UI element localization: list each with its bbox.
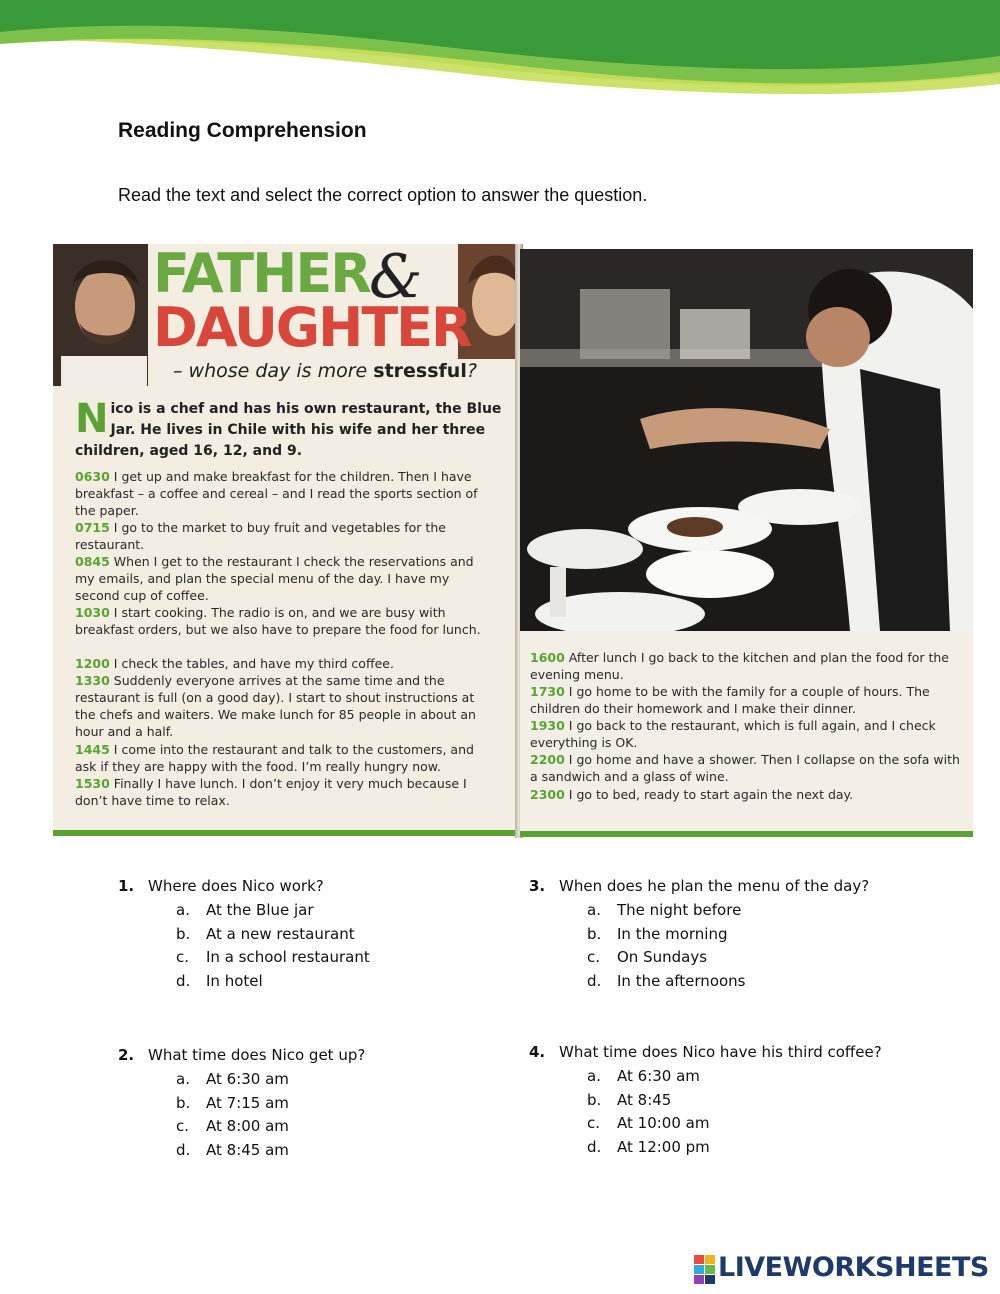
- instructions-text: Read the text and select the correct option to answer the question.: [118, 185, 648, 205]
- header-wave-banner: [0, 0, 1000, 100]
- liveworksheets-wordmark: LIVEWORKSHEETS: [718, 1252, 989, 1283]
- headline-father: FATHER: [153, 244, 370, 305]
- question-number: 4.: [529, 1043, 546, 1061]
- nico-portrait-image: [53, 244, 148, 386]
- option-letter: b.: [176, 925, 191, 943]
- schedule-entry: 1530 Finally I have lunch. I don’t enjoy it very much because I don’t have time to relax.: [75, 776, 467, 808]
- option-letter: c.: [587, 948, 601, 966]
- option-letter: b.: [587, 925, 602, 943]
- answer-option[interactable]: At 7:15 am: [206, 1094, 289, 1112]
- answer-option[interactable]: In a school restaurant: [206, 948, 370, 966]
- answer-option[interactable]: At 6:30 am: [206, 1070, 289, 1088]
- page-bottom-rule: [520, 831, 973, 837]
- schedule-entry: 1730 I go home to be with the family for a couple of hours. The children do their homework and I make their dinner.: [530, 684, 930, 716]
- schedule-entry: 1930 I go back to the restaurant, which is full again, and I check everything is OK.: [530, 718, 936, 750]
- answer-option[interactable]: In hotel: [206, 972, 263, 990]
- schedule-entry: 0630 I get up and make breakfast for the children. Then I have breakfast – a coffee and cereal – and I read the sports section of the paper.: [75, 469, 478, 518]
- option-letter: c.: [587, 1114, 601, 1132]
- article-intro: [75, 396, 505, 462]
- page-title: Reading Comprehension: [118, 119, 367, 142]
- question-text: What time does Nico get up?: [148, 1046, 366, 1064]
- question-number: 2.: [118, 1046, 135, 1064]
- schedule-entry: 1330 Suddenly everyone arrives at the same time and the restaurant is full (on a good day). I start to shout instructions at the chefs and waiters. We make lunch for 85 people in about an hour and a half.: [75, 673, 476, 739]
- question-text: When does he plan the menu of the day?: [559, 877, 870, 895]
- headline-subtitle: – whose day is more stressful?: [173, 360, 477, 382]
- page-bottom-rule: [53, 830, 518, 836]
- question-1: [118, 877, 498, 997]
- question-4: [529, 1043, 949, 1163]
- answer-option[interactable]: At the Blue jar: [206, 901, 314, 919]
- option-letter: a.: [176, 1070, 190, 1088]
- option-letter: a.: [587, 1067, 601, 1085]
- option-letter: d.: [176, 1141, 191, 1159]
- answer-option[interactable]: At 6:30 am: [617, 1067, 700, 1085]
- answer-option[interactable]: At 8:45: [617, 1091, 672, 1109]
- question-number: 3.: [529, 877, 546, 895]
- schedule-entry: 1445 I come into the restaurant and talk to the customers, and ask if they are happy with the food. I’m really hungry now.: [75, 742, 474, 774]
- question-3: [529, 877, 949, 997]
- kitchen-photo-image: [520, 249, 973, 631]
- headline-ampersand: &: [369, 244, 423, 312]
- schedule-entry: 0845 When I get to the restaurant I check the reservations and my emails, and plan the special menu of the day. I have my second cup of coffee.: [75, 554, 474, 603]
- answer-option[interactable]: At 10:00 am: [617, 1114, 710, 1132]
- question-text: What time does Nico have his third coffee?: [559, 1043, 882, 1061]
- intro-dropcap: N: [75, 396, 109, 442]
- schedule-entry: 1030 I start cooking. The radio is on, and we are busy with breakfast orders, but we also have to prepare the food for lunch.: [75, 605, 481, 637]
- schedule-entry: 1600 After lunch I go back to the kitchen and plan the food for the evening menu.: [530, 650, 949, 682]
- option-letter: b.: [176, 1094, 191, 1112]
- answer-option[interactable]: In the afternoons: [617, 972, 746, 990]
- answer-option[interactable]: At 8:45 am: [206, 1141, 289, 1159]
- option-letter: a.: [176, 901, 190, 919]
- schedule-entry: 2300 I go to bed, ready to start again the next day.: [530, 787, 854, 802]
- answer-option[interactable]: At 8:00 am: [206, 1117, 289, 1135]
- answer-option[interactable]: The night before: [617, 901, 742, 919]
- schedule-entry: 0715 I go to the market to buy fruit and vegetables for the restaurant.: [75, 520, 446, 552]
- question-number: 1.: [118, 877, 135, 895]
- schedule-entry: 1200 I check the tables, and have my third coffee.: [75, 656, 394, 671]
- question-text: Where does Nico work?: [148, 877, 324, 895]
- option-letter: d.: [587, 972, 602, 990]
- option-letter: c.: [176, 1117, 190, 1135]
- option-letter: b.: [587, 1091, 602, 1109]
- option-letter: d.: [587, 1138, 602, 1156]
- article-right-page: [520, 249, 973, 837]
- answer-option[interactable]: On Sundays: [617, 948, 708, 966]
- liveworksheets-logo-icon: [694, 1253, 716, 1285]
- intro-text: ico is a chef and has his own restaurant, the Blue Jar. He lives in Chile with his wife and her three children, aged 16, 12, and 9.: [75, 401, 502, 459]
- answer-option[interactable]: At a new restaurant: [206, 925, 355, 943]
- schedule-entry: 2200 I go home and have a shower. Then I collapse on the sofa with a sandwich and a glass of wine.: [530, 752, 960, 784]
- article-left-page: [53, 244, 518, 836]
- answer-option[interactable]: In the morning: [617, 925, 728, 943]
- option-letter: d.: [176, 972, 191, 990]
- option-letter: c.: [176, 948, 190, 966]
- question-2: [118, 1046, 498, 1166]
- headline-daughter: DAUGHTER: [153, 296, 471, 359]
- option-letter: a.: [587, 901, 601, 919]
- answer-option[interactable]: At 12:00 pm: [617, 1138, 710, 1156]
